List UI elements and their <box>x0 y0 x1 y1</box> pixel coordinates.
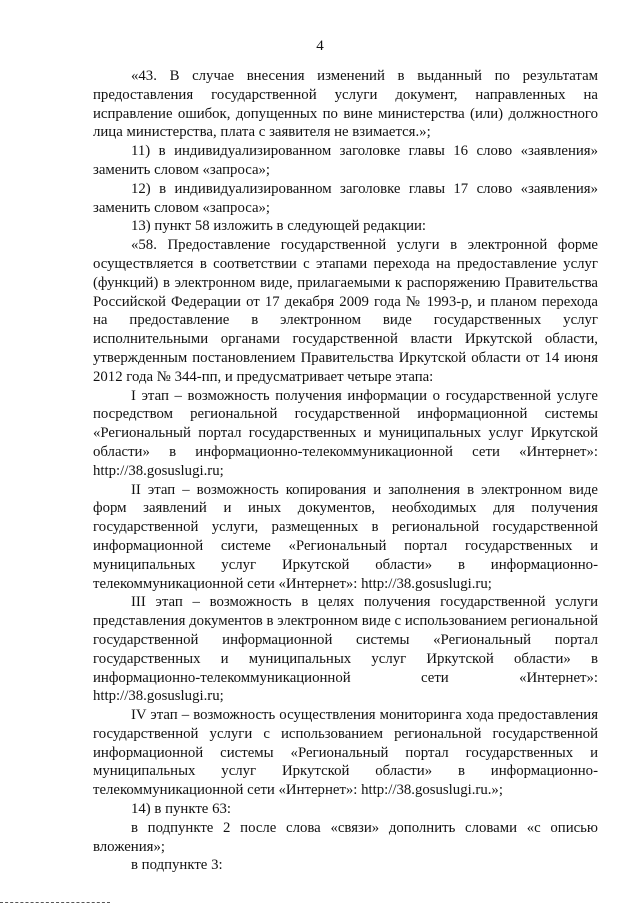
footer-divider <box>0 902 110 903</box>
paragraph-stage-3: III этап – возможность в целях получения государственной услуги представления документов в электронном виде с использованием региональной государственной информационной системы «Региональный портал государственных и муниципальных услуг Иркутской области» в информационно-телекоммуникационной сети «Интернет»: http://38.gosuslugi.ru; <box>93 594 598 705</box>
paragraph-stage-4: IV этап – возможность осуществления мониторинга хода предоставления государственной услуги с использованием региональной государственной информационной системы «Региональный портал государственных и муниципальных услуг Иркутской области» в информационно-телекоммуникационной сети «Интернет»: http://38.gosuslugi.ru.»; <box>93 707 598 799</box>
document-body <box>93 67 598 875</box>
paragraph-stage-1: I этап – возможность получения информации о государственной услуге посредством региональной государственной информационной системы «Региональный портал государственных и муниципальных услуг Иркутской области» в информационно-телекоммуникационной сети «Интернет»: http://38.gosuslugi.ru; <box>93 387 598 479</box>
paragraph-subitem-14: 14) в пункте 63: <box>131 801 231 818</box>
paragraph-subpoint-3: в подпункте 3: <box>131 857 223 874</box>
paragraph-subpoint-2: в подпункте 2 после слова «связи» дополнить словами «с описью вложения»; <box>93 819 598 855</box>
page-number: 4 <box>316 38 324 54</box>
paragraph-subitem-11: 11) в индивидуализированном заголовке главы 16 слово «заявления» заменить словом «запроса»; <box>93 143 598 178</box>
paragraph-item-43: «43. В случае внесения изменений в выданный по результатам предоставления государственной услуги документ, направленных на исправление ошибок, допущенных по вине министерства (или) должностного лица министерства, плата с заявителя не взимается.»; <box>93 68 598 141</box>
paragraph-subitem-13: 13) пункт 58 изложить в следующей редакции: <box>131 218 427 235</box>
paragraph-stage-2: II этап – возможность копирования и заполнения в электронном виде форм заявлений и иных документов, необходимых для получения государственной услуги, размещенных в региональной государственной информационной системе «Региональный портал государственных и муниципальных услуг Иркутской области» в информационно-телекоммуникационной сети «Интернет»: http://38.gosuslugi.ru; <box>93 481 598 592</box>
paragraph-subitem-12: 12) в индивидуализированном заголовке главы 17 слово «заявления» заменить словом «запроса»; <box>93 180 598 216</box>
paragraph-item-58: «58. Предоставление государственной услуги в электронной форме осуществляется в соответствии с этапами перехода на предоставление услуг (функций) в электронном виде, прилагаемыми к распоряжению Правительства Российской Федерации от 17 декабря 2009 года № 1993-р, и планом перехода на предоставление в электронном виде государственных услуг исполнительными органами государственной власти Иркутской области, утвержденным постановлением Правительства Иркутской области от 14 июня 2012 года № 344-пп, и предусматривает четыре этапа: <box>93 237 598 385</box>
